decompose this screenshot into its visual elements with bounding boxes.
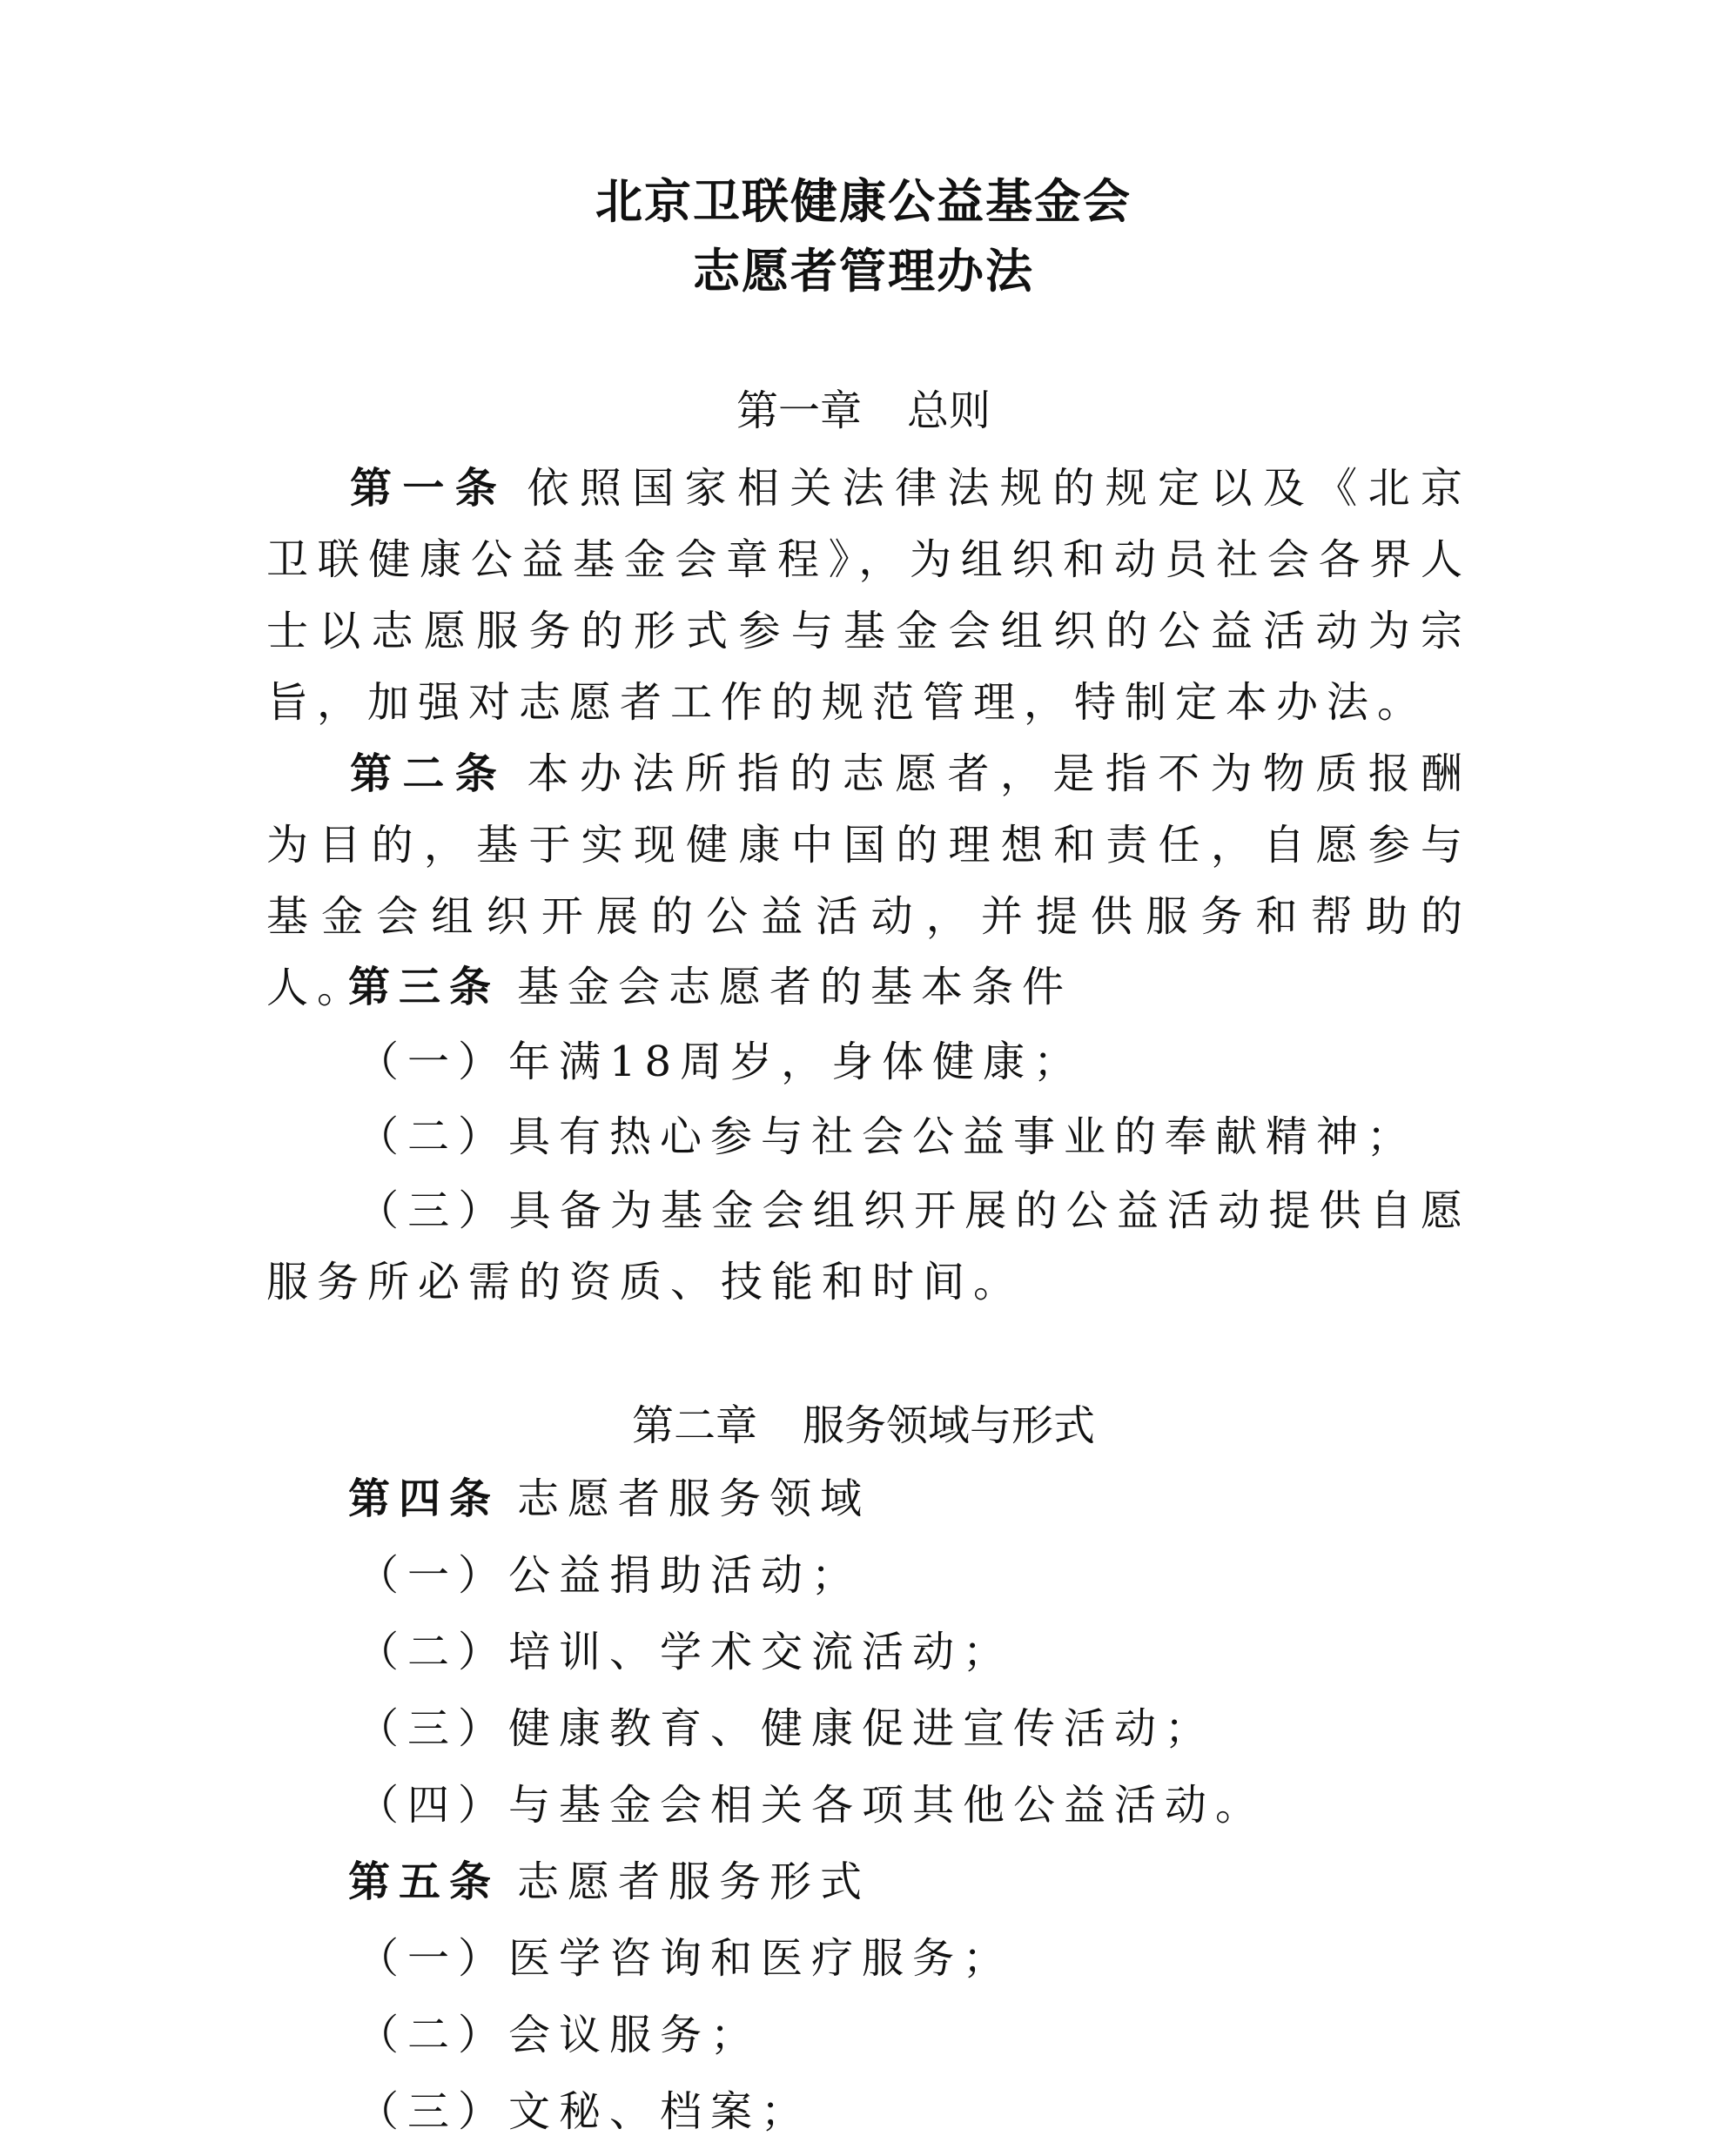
chapter-1-number: 第一章 [736,386,862,435]
document-title-line2: 志愿者管理办法 [693,243,1034,299]
article-5-item-3: （三）文秘、档案； [357,2087,812,2136]
article-4-item-4: （四）与基金会相关各项其他公益活动。 [357,1781,1267,1830]
article-1 [266,453,1471,738]
article-3-label: 第三条 [348,963,501,1011]
article-4 [348,1471,870,1527]
chapter-1-name: 总则 [907,386,991,435]
article-5-item-2: （二）会议服务； [357,2011,762,2059]
article-1-text: 依照国家相关法律法规的规定以及《北京卫联健康公益基金会章程》，为组织和动员社会各界人士以志愿服务的形式参与基金会组织的公益活动为宗旨，加强对志愿者工作的规范管理，特制定本办法。 [266,464,1471,727]
article-4-text: 志愿者服务领域 [517,1474,871,1523]
article-4-item-3: （三）健康教育、健康促进宣传活动； [357,1704,1216,1753]
article-3 [348,959,1072,1015]
article-2-label: 第二条 [350,749,508,798]
chapter-2-heading [0,1398,1727,1454]
article-5 [348,1854,870,1910]
article-4-item-2: （二）培训、学术交流活动； [357,1628,1014,1676]
article-3-item-2: （二）具有热心参与社会公益事业的奉献精神； [357,1112,1418,1161]
article-4-item-1: （一）公益捐助活动； [357,1551,863,1600]
article-2-text: 本办法所指的志愿者，是指不为物质报酬为目的，基于实现健康中国的理想和责任，自愿参与基金会组织开展的公益活动，并提供服务和帮助的人。 [266,749,1471,1012]
article-5-text: 志愿者服务形式 [517,1857,871,1906]
chapter-2-number: 第二章 [631,1401,757,1450]
article-4-label: 第四条 [348,1474,501,1523]
chapter-1-heading [0,383,1727,439]
article-5-item-1: （一）医学咨询和医疗服务； [357,1934,1014,1983]
article-3-item-1: （一）年满18周岁，身体健康； [357,1038,1085,1086]
article-1-label: 第一条 [350,464,508,513]
document-title-line1: 北京卫联健康公益基金会 [595,173,1132,229]
article-5-label: 第五条 [348,1857,501,1906]
chapter-2-name: 服务领域与形式 [803,1401,1096,1450]
article-3-text: 基金会志愿者的基本条件 [517,963,1073,1011]
article-3-item-3: （三）具备为基金会组织开展的公益活动提供自愿服务所必需的资质、技能和时间。 [266,1186,1471,1306]
